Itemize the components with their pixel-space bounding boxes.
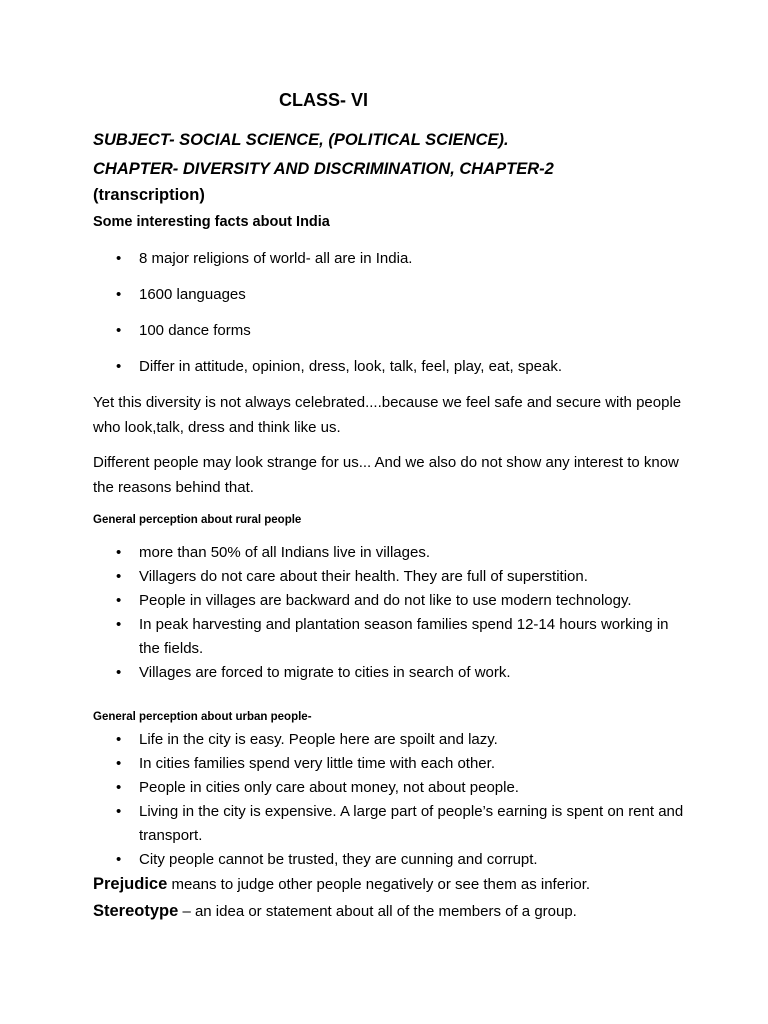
prejudice-definition — [93, 875, 590, 894]
bullet-icon: • — [116, 358, 122, 375]
list-item: • In cities families spend very little time with each other. — [0, 752, 768, 776]
rural-heading: General perception about rural people — [93, 514, 302, 526]
bullet-icon: • — [116, 592, 122, 609]
bullet-icon: • — [116, 544, 122, 561]
definition-term: Prejudice — [93, 875, 168, 893]
list-item: • 8 major religions of world- all are in India. — [0, 247, 768, 271]
list-item: • 1600 languages — [0, 283, 768, 307]
list-item: • Life in the city is easy. People here are spoilt and lazy. — [0, 728, 768, 752]
list-item: • Living in the city is expensive. A large part of people’s earning is spent on rent and transport. — [0, 800, 768, 848]
bullet-icon: • — [116, 851, 122, 868]
class-title: CLASS- VI — [279, 90, 369, 110]
list-item: • Differ in attitude, opinion, dress, look, talk, feel, play, eat, speak. — [0, 355, 768, 379]
definition-text: – an idea or statement about all of the members of a group. — [178, 903, 577, 920]
bullet-icon: • — [116, 286, 122, 303]
paragraph: Yet this diversity is not always celebrated....because we feel safe and secure with people who look,talk, dress and think like us. — [93, 394, 682, 436]
bullet-icon: • — [116, 664, 122, 681]
bullet-icon: • — [116, 568, 122, 585]
bullet-icon: • — [116, 731, 122, 748]
bullet-icon: • — [116, 616, 122, 633]
stereotype-definition — [93, 902, 577, 921]
bullet-icon: • — [116, 755, 122, 772]
list-item: • 100 dance forms — [0, 319, 768, 343]
chapter-line: CHAPTER- DIVERSITY AND DISCRIMINATION, CHAPTER-2 — [93, 160, 554, 178]
list-item: • City people cannot be trusted, they are cunning and corrupt. — [0, 848, 768, 872]
list-item: • People in cities only care about money, not about people. — [0, 776, 768, 800]
definition-text: means to judge other people negatively or see them as inferior. — [167, 876, 591, 893]
rural-list — [0, 541, 768, 685]
list-item: • more than 50% of all Indians live in villages. — [0, 541, 768, 565]
bullet-icon: • — [116, 803, 122, 820]
facts-list — [0, 247, 768, 391]
list-item: • Villages are forced to migrate to cities in search of work. — [0, 661, 768, 685]
urban-heading: General perception about urban people- — [93, 711, 312, 723]
bullet-icon: • — [116, 250, 122, 267]
list-item: • In peak harvesting and plantation season families spend 12-14 hours working in the fields. — [0, 613, 768, 661]
urban-list — [0, 728, 768, 872]
subject-line: SUBJECT- SOCIAL SCIENCE, (POLITICAL SCIENCE). — [93, 131, 509, 149]
transcription-label: (transcription) — [93, 186, 205, 204]
bullet-icon: • — [116, 779, 122, 796]
list-item: • People in villages are backward and do not like to use modern technology. — [0, 589, 768, 613]
definition-term: Stereotype — [93, 902, 179, 920]
facts-heading: Some interesting facts about India — [93, 214, 330, 230]
paragraph: Different people may look strange for us... And we also do not show any interest to know the reasons behind that. — [93, 454, 679, 496]
bullet-icon: • — [116, 322, 122, 339]
list-item: • Villagers do not care about their health. They are full of superstition. — [0, 565, 768, 589]
